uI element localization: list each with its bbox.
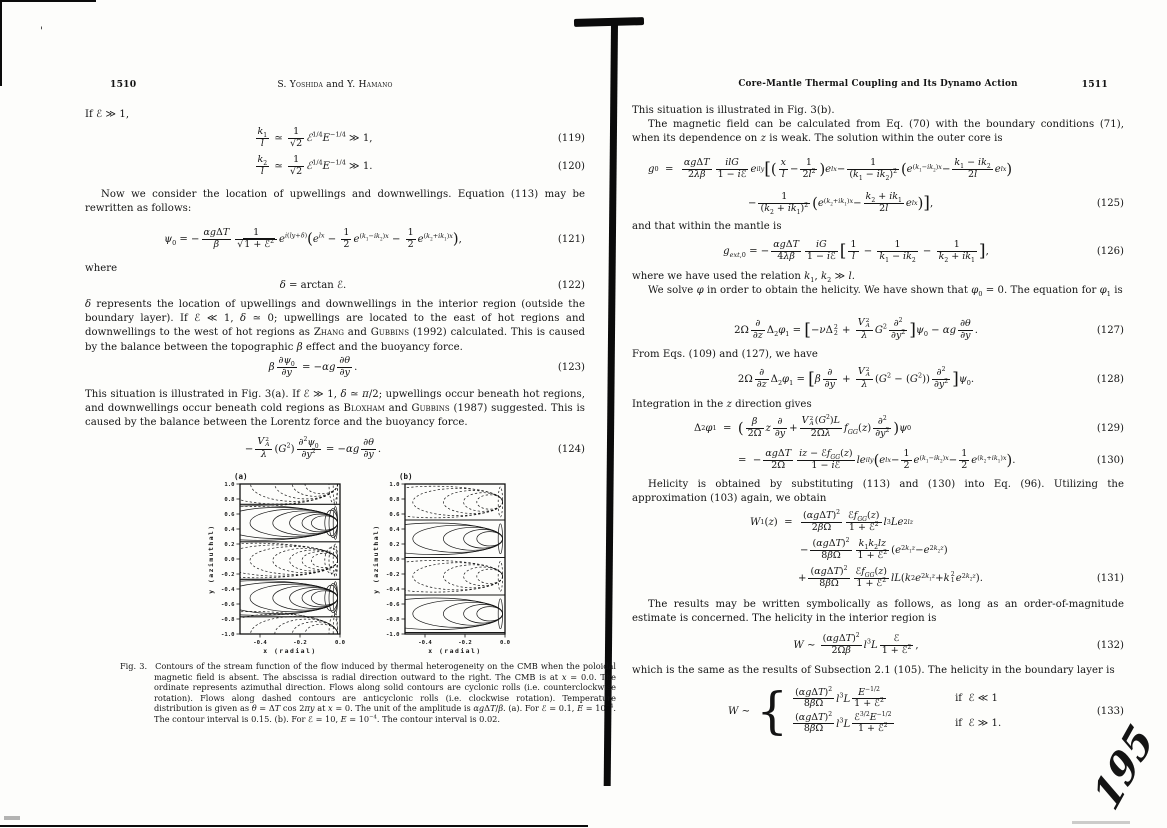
paragraph-fig3a: This situation is illustrated in Fig. 3(a). If ℰ ≫ 1, δ ≃ π/2; upwellings occur beneath hot regions, and downwellings occur beneath cold regions as Bloxham and Gubbins (1987) suggested. This is caused by the balance between the Lorentz force and the buoyancy force. [85, 389, 586, 429]
svg-text:-1.0: -1.0 [221, 632, 235, 639]
svg-text:-0.8: -0.8 [386, 617, 400, 624]
equation-131-line1 [632, 508, 1124, 536]
paragraph-where: where [85, 263, 118, 274]
svg-text:-0.2: -0.2 [293, 640, 307, 646]
case-condition: if ℰ ≫ 1. [955, 717, 1002, 729]
equation-content: $g_{ext,0}$ = − αgΔT 4λβ iG 1 − iℰ [ $\frac{1}{l}$ − $\frac{1}{k_1 - ik_2}$ − $\frac{1}{k_2 + ik_1}$ ], [723, 239, 989, 264]
equation-122 [85, 276, 585, 294]
scan-edge-left [0, 0, 2, 86]
equation-number: (128) [1096, 373, 1124, 385]
equation-number: (123) [557, 361, 585, 373]
paragraph-if: If ℰ ≫ 1, [85, 109, 130, 120]
contour-plot-b [369, 472, 519, 658]
equation-content: − $(\alpha g\Delta T)^2$ 8βΩ $k_1k_2lz$ 1 + ℰ$^2$ ( e $2k_1z$ − e $2k_2z$ ) [800, 536, 948, 561]
scan-smudge-bottom-right [1072, 821, 1130, 824]
equation-131-line3 [632, 564, 1124, 592]
left-page-number: 1510 [110, 79, 137, 90]
svg-text:-0.2: -0.2 [458, 640, 472, 646]
equation-content: W ∼ $(\alpha g\Delta T)^2$ 2Ωβ $l^3L$ ℰ 1 + ℰ$^2$ , [793, 631, 919, 656]
equation-number: (133) [1096, 705, 1124, 717]
svg-text:-0.8: -0.8 [221, 617, 235, 624]
paragraph-now: Now we consider the location of upwellings and downwellings. Equation (113) may be rewritten as follows: [85, 189, 585, 215]
right-page-number: 1511 [1081, 79, 1108, 90]
equation-124 [85, 432, 585, 466]
svg-text:-0.4: -0.4 [386, 587, 400, 594]
svg-text:y (azimuthal): y (azimuthal) [207, 524, 215, 594]
paragraph-relation: where we have used the relation $k_1$, $k_2$ ≫ l. [632, 271, 855, 285]
book-spine-top-smudge [574, 17, 644, 27]
equation-number: (124) [557, 443, 585, 455]
equation-content: = − αgΔT 2Ω iz − ℰf$_{GG}$(z) 1 − iℰ le ily ( e lx − 1 2 e $(k_1-ik_2)x$ − 1 2 e $(k_2+ik_1)x$ ) . [738, 448, 1016, 471]
svg-text:0.2: 0.2 [224, 542, 235, 549]
svg-text:-0.6: -0.6 [221, 602, 235, 609]
svg-text:1.0: 1.0 [224, 482, 235, 489]
equation-content: g 0 = αgΔT 2λβ ilG 1 − iℰ e ily [ ( x l − 1 $2l^2$ ) e lx − 1 $(k_1 - ik_2)^2$ ( e $(k_1-ik_2)x$ − $k_1 - ik_2$ 2l e lx ) [648, 157, 1013, 182]
svg-text:-0.4: -0.4 [418, 640, 432, 646]
paragraph-from: From Eqs. (109) and (127), we have [632, 349, 818, 360]
svg-text:-0.2: -0.2 [221, 572, 235, 579]
equation-131-line2 [632, 536, 1124, 564]
scan-edge-top [0, 0, 96, 2]
svg-text:y (azimuthal): y (azimuthal) [372, 524, 380, 594]
equation-content [632, 681, 1080, 740]
equation-number: (126) [1096, 245, 1124, 257]
case-row [791, 710, 1002, 735]
scan-edge-bottom [0, 825, 588, 827]
paragraph-integration: Integration in the z direction gives [632, 399, 812, 410]
equation-121 [85, 222, 585, 256]
equation-content: − 1 $(k_2 + ik_1)^2$ ( e $(k_2+ik_1)x$ − $k_2 + ik_1$ 2l e lx ) ] , [748, 191, 934, 216]
svg-text:0.4: 0.4 [224, 527, 235, 534]
svg-text:x (radial): x (radial) [263, 647, 317, 655]
equation-number: (132) [1096, 639, 1124, 651]
equation-content: 2Ω ∂ ∂z $\Delta_2\varphi_1 = [-\nu\Delta$ 2 2 + V 2 A λ $G^2$ $\frac{\partial^2}{\partial y^2}$ ]$\psi_0 - \alpha g$ $\frac{\partial\theta}{\partial y}$ . [734, 316, 978, 342]
svg-text:0.4: 0.4 [389, 527, 400, 534]
paragraph-helicity: Helicity is obtained by substituting (113) and (130) into Eq. (96). Utilizing the approximation (103) again, we obtain [632, 479, 1124, 505]
cases-lhs: W ∼ [728, 705, 754, 717]
figure-caption-label: Fig. 3. [120, 661, 148, 671]
handwritten-page-number: 195 [1084, 715, 1163, 820]
svg-text:0.6: 0.6 [224, 512, 235, 519]
left-running-head: S. Yoshida and Y. Hamano [277, 79, 393, 90]
equation-content: δ = arctan ℰ. [279, 279, 347, 291]
paragraph-delta: δ represents the location of upwellings and downwellings in the interior region (outside the boundary layer). If ℰ ≪ 1, δ ≃ 0; upwellings are located to the east of hot regions and downwellings to the west of hot regions as Zhang and Gubbins (1992) calculated. This is caused by the balance between the topographic β effect and the buoyancy force. [85, 299, 586, 353]
paragraph-solve: We solve φ in order to obtain the helicity. We have shown that $\varphi_0 = 0$. The equation for $\varphi_1$ is [648, 285, 1123, 299]
equation-126 [632, 234, 1124, 268]
case-expression: $(\alpha g\Delta T)^2$ 8βΩ $l^3L$ $E^{-1/2}$ 1 + ℰ$^2$ [795, 685, 884, 710]
equation-130 [632, 444, 1124, 476]
equation-content: $\psi_0$ = − αgΔT β 1 √1 + ℰ$^2$ $e^{i(ly+\delta)}(e^{lx}$ − $\frac{1}{2}$ $e^{(k_1-ik_2)x}$ − $\frac{1}{2}$ $e^{(k_2+ik_1)x}$), [164, 227, 462, 250]
equation-123 [85, 352, 585, 382]
paragraph-same: which is the same as the results of Subsection 2.1 (105). The helicity in the boundary layer is [632, 665, 1115, 676]
svg-text:0.8: 0.8 [224, 497, 235, 504]
paragraph-mantle: and that within the mantle is [632, 221, 782, 232]
equation-content: − V 2 A λ $(G^2)$ $\frac{\partial^2\psi_0}{\partial y^2}$ = −αg $\frac{\partial\theta}{\partial y}$ . [244, 435, 382, 461]
equation-number: (119) [557, 132, 585, 144]
svg-text:-0.4: -0.4 [221, 587, 235, 594]
svg-text:-0.2: -0.2 [386, 572, 400, 579]
equation-content: Δ 2 φ 1 = ( β 2Ω z ∂ ∂y + V 2 A $(G^2)L$ 2Ωλ $f_{GG}$ ( z ) ∂$^2$ $\partial y^2$ ) ψ 0 [694, 414, 912, 440]
cases-body [791, 685, 1001, 738]
case-condition: if ℰ ≪ 1 [955, 693, 998, 705]
figure-caption-text: Contours of the stream function of the flow induced by thermal heterogeneity on the CMB when the poloidal magnetic field is absent. The abscissa is radial direction outward to the right. The CMB is at x = 0.0. The ordinate represents azimuthal direction. Flows along solid contours are cyclonic rolls (i.e. counterclockwise rotation). Flows along dashed contours are anticyclonic rolls (i.e. clockwise rotation). Temperature distribution is given as θ = ΔT cos 2πy at x = 0. The unit of the amplitude is αgΔT/β. (a). For ℰ = 0.1, $E = 10^{-4}$. The contour interval is 0.15. (b). For ℰ = 10, $E = 10^{-4}$. The contour interval is 0.02. [154, 661, 617, 724]
equation-content: β $\frac{\partial\psi_0}{\partial y}$ = −αg $\frac{\partial\theta}{\partial y}$ . [268, 355, 358, 378]
svg-text:-0.4: -0.4 [253, 640, 267, 646]
equation-content: W 1 ( z ) = $(\alpha g\Delta T)^2$ 2βΩ ℰf$_{GG}$(z) 1 + ℰ$^2$ l 3 Le 2lz [750, 508, 914, 533]
equation-132 [632, 628, 1124, 662]
svg-text:0.0: 0.0 [224, 557, 235, 564]
case-expression: $(\alpha g\Delta T)^2$ 8βΩ $l^3L$ $ℰ^{3/2}E^{-1/2}$ 1 + ℰ$^2$ [795, 710, 892, 734]
scan-corner-mark: ' [40, 26, 43, 37]
cases-brace: { [756, 681, 789, 740]
equation-number: (122) [557, 279, 585, 291]
equation-120 [85, 152, 585, 180]
equation-number: (127) [1096, 324, 1124, 336]
paragraph-fig3b: This situation is illustrated in Fig. 3(b). [632, 105, 835, 116]
svg-text:x (radial): x (radial) [428, 647, 482, 655]
equation-content: + $(\alpha g\Delta T)^2$ 8βΩ ℰf$_{GG}$(z) 1 + ℰ$^2$ lL ( k 2 e $2k_1z$ + k 2 1 e $2k_2z$ ). [798, 564, 983, 589]
equation-number: (120) [557, 160, 585, 172]
contour-plot-a [204, 472, 354, 658]
equation-125-line1 [632, 150, 1124, 188]
equation-content: $\frac{k_2}{l}$ ≃ $\frac{1}{√2}$ $ℰ^{1/4}E^{-1/4}$ ≫ 1. [257, 154, 373, 177]
equation-119 [85, 124, 585, 152]
svg-text:0.2: 0.2 [389, 542, 400, 549]
equation-number: (130) [1096, 454, 1124, 466]
figure-caption [120, 661, 616, 724]
equation-number: (131) [1096, 572, 1124, 584]
equation-number: (121) [557, 233, 585, 245]
equation-content: $\frac{k_1}{l}$ ≃ $\frac{1}{√2}$ $ℰ^{1/4}E^{-1/4}$ ≫ 1, [257, 126, 373, 149]
case-row [791, 685, 1001, 710]
svg-text:0.0: 0.0 [499, 640, 511, 646]
svg-text:0.8: 0.8 [389, 497, 400, 504]
equation-127 [632, 314, 1124, 346]
svg-text:(a): (a) [234, 472, 248, 481]
equation-number: (129) [1096, 422, 1124, 434]
equation-125-line2 [632, 188, 1124, 218]
equation-128 [632, 362, 1124, 396]
equation-content: 2Ω ∂ ∂z $\Delta_2\varphi_1 = [\beta$ ∂ ∂y + V 2 A λ $(G^2 - (G^2))$ $\frac{\partial^2}{\partial y^2}$ ]$\psi_0$. [737, 365, 975, 391]
scan-smudge-bottom-left [4, 816, 20, 820]
paragraph-magnetic: The magnetic field can be calculated from Eq. (70) with the boundary conditions (71), when its dependence on z is weak. The solution within the outer core is [632, 119, 1124, 145]
right-running-head: Core-Mantle Thermal Coupling and Its Dynamo Action [738, 79, 1018, 89]
equation-133 [632, 680, 1124, 742]
svg-text:0.0: 0.0 [334, 640, 346, 646]
svg-text:0.0: 0.0 [389, 557, 400, 564]
equation-number: (125) [1096, 197, 1124, 209]
svg-text:0.6: 0.6 [389, 512, 400, 519]
svg-text:-1.0: -1.0 [386, 632, 400, 639]
svg-text:1.0: 1.0 [389, 482, 400, 489]
svg-text:-0.6: -0.6 [386, 602, 400, 609]
equation-129 [632, 412, 1124, 444]
paragraph-results: The results may be written symbolically as follows, as long as an order-of-magnitude estimate is concerned. The helicity in the interior region is [632, 599, 1124, 625]
svg-text:(b): (b) [399, 472, 413, 481]
